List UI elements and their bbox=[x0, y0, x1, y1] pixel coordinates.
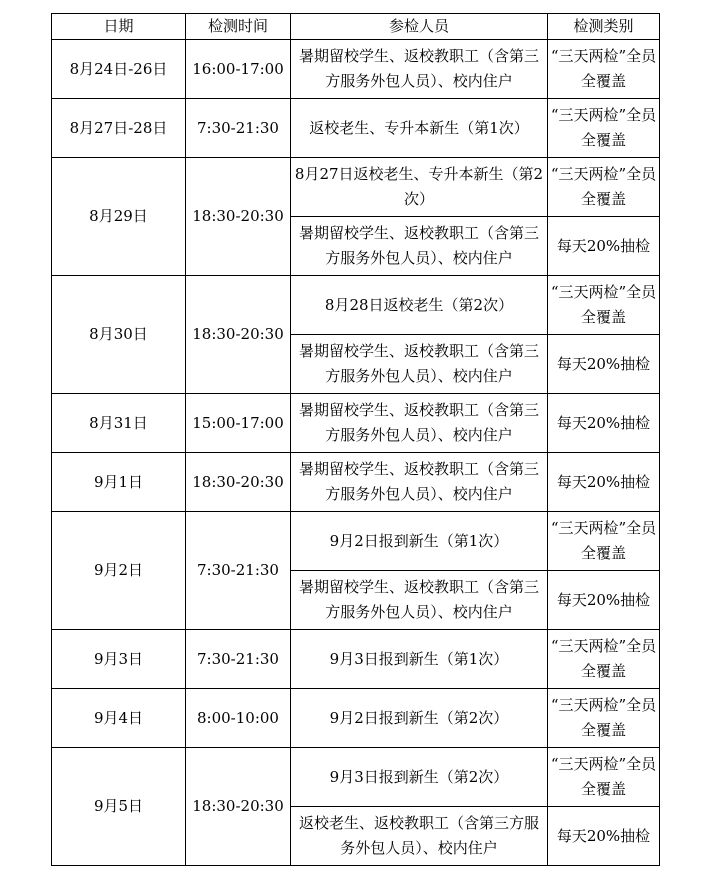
people-cell: 暑期留校学生、返校教职工（含第三方服务外包人员）、校内住户 bbox=[291, 217, 548, 276]
header-date: 日期 bbox=[52, 14, 186, 40]
date-cell: 9月1日 bbox=[52, 453, 186, 512]
people-cell: 暑期留校学生、返校教职工（含第三方服务外包人员）、校内住户 bbox=[291, 571, 548, 630]
type-cell: “三天两检”全员全覆盖 bbox=[548, 748, 660, 807]
type-cell: “三天两检”全员全覆盖 bbox=[548, 40, 660, 99]
header-time: 检测时间 bbox=[186, 14, 291, 40]
testing-schedule-table bbox=[51, 13, 660, 866]
type-cell: “三天两检”全员全覆盖 bbox=[548, 276, 660, 335]
date-cell: 9月3日 bbox=[52, 630, 186, 689]
table-row bbox=[52, 158, 660, 217]
schedule-body bbox=[52, 40, 660, 866]
time-cell: 7:30-21:30 bbox=[186, 630, 291, 689]
header-people: 参检人员 bbox=[291, 14, 548, 40]
table-row bbox=[52, 512, 660, 571]
time-cell: 18:30-20:30 bbox=[186, 453, 291, 512]
people-cell: 9月3日报到新生（第1次） bbox=[291, 630, 548, 689]
time-cell: 8:00-10:00 bbox=[186, 689, 291, 748]
type-cell: 每天20%抽检 bbox=[548, 807, 660, 866]
type-cell: 每天20%抽检 bbox=[548, 571, 660, 630]
time-cell: 7:30-21:30 bbox=[186, 99, 291, 158]
time-cell: 7:30-21:30 bbox=[186, 512, 291, 630]
type-cell: “三天两检”全员全覆盖 bbox=[548, 512, 660, 571]
people-cell: 8月27日返校老生、专升本新生（第2次） bbox=[291, 158, 548, 217]
table-row bbox=[52, 689, 660, 748]
date-cell: 9月4日 bbox=[52, 689, 186, 748]
type-cell: “三天两检”全员全覆盖 bbox=[548, 99, 660, 158]
date-cell: 8月27日-28日 bbox=[52, 99, 186, 158]
people-cell: 9月2日报到新生（第1次） bbox=[291, 512, 548, 571]
type-cell: “三天两检”全员全覆盖 bbox=[548, 689, 660, 748]
people-cell: 返校老生、专升本新生（第1次） bbox=[291, 99, 548, 158]
date-cell: 8月29日 bbox=[52, 158, 186, 276]
type-cell: 每天20%抽检 bbox=[548, 335, 660, 394]
type-cell: “三天两检”全员全覆盖 bbox=[548, 630, 660, 689]
table-row bbox=[52, 748, 660, 807]
table-row bbox=[52, 99, 660, 158]
table-row bbox=[52, 630, 660, 689]
date-cell: 8月30日 bbox=[52, 276, 186, 394]
type-cell: 每天20%抽检 bbox=[548, 394, 660, 453]
date-cell: 9月5日 bbox=[52, 748, 186, 866]
table-row bbox=[52, 394, 660, 453]
type-cell: 每天20%抽检 bbox=[548, 217, 660, 276]
people-cell: 9月3日报到新生（第2次） bbox=[291, 748, 548, 807]
type-cell: 每天20%抽检 bbox=[548, 453, 660, 512]
people-cell: 返校老生、返校教职工（含第三方服务外包人员）、校内住户 bbox=[291, 807, 548, 866]
table-row bbox=[52, 276, 660, 335]
table-row bbox=[52, 40, 660, 99]
time-cell: 18:30-20:30 bbox=[186, 158, 291, 276]
people-cell: 暑期留校学生、返校教职工（含第三方服务外包人员）、校内住户 bbox=[291, 453, 548, 512]
people-cell: 暑期留校学生、返校教职工（含第三方服务外包人员）、校内住户 bbox=[291, 335, 548, 394]
date-cell: 8月24日-26日 bbox=[52, 40, 186, 99]
date-cell: 8月31日 bbox=[52, 394, 186, 453]
header-type: 检测类别 bbox=[548, 14, 660, 40]
time-cell: 16:00-17:00 bbox=[186, 40, 291, 99]
people-cell: 9月2日报到新生（第2次） bbox=[291, 689, 548, 748]
table-row bbox=[52, 453, 660, 512]
type-cell: “三天两检”全员全覆盖 bbox=[548, 158, 660, 217]
people-cell: 暑期留校学生、返校教职工（含第三方服务外包人员）、校内住户 bbox=[291, 394, 548, 453]
people-cell: 8月28日返校老生（第2次） bbox=[291, 276, 548, 335]
time-cell: 18:30-20:30 bbox=[186, 276, 291, 394]
date-cell: 9月2日 bbox=[52, 512, 186, 630]
time-cell: 18:30-20:30 bbox=[186, 748, 291, 866]
time-cell: 15:00-17:00 bbox=[186, 394, 291, 453]
people-cell: 暑期留校学生、返校教职工（含第三方服务外包人员）、校内住户 bbox=[291, 40, 548, 99]
header-row bbox=[52, 14, 660, 40]
